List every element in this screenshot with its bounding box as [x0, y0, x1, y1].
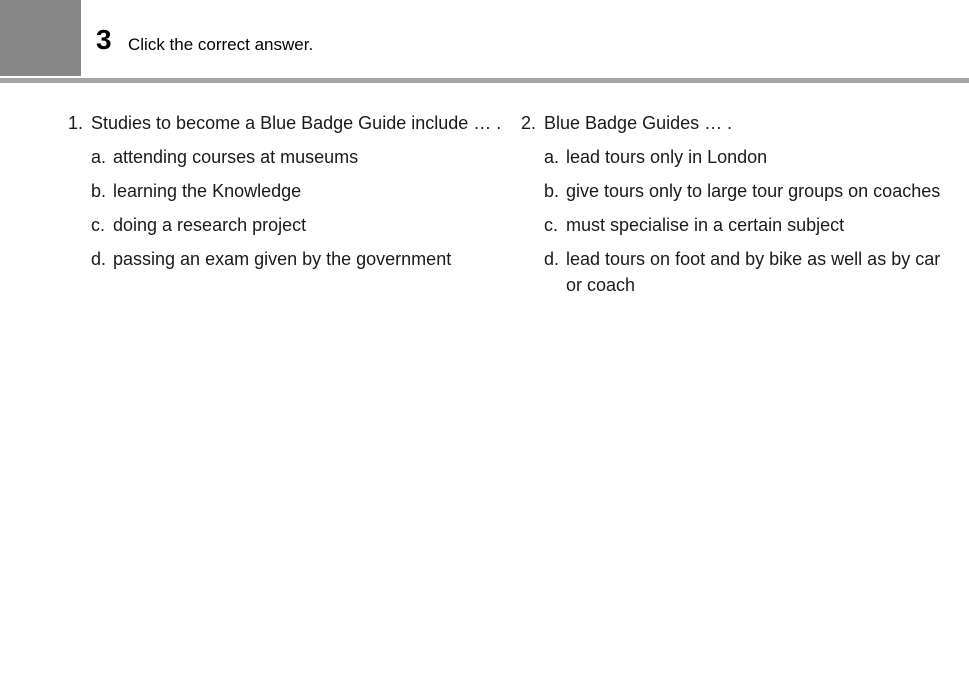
header-divider	[0, 78, 969, 83]
exercise-number: 3	[96, 24, 112, 55]
option-letter: a.	[544, 147, 560, 167]
option-text[interactable]: attending courses at museums	[113, 147, 359, 167]
option-text[interactable]: must specialise in a certain subject	[566, 215, 845, 235]
question-number: 2.	[521, 113, 537, 133]
question-text: Blue Badge Guides … .	[544, 113, 733, 133]
question-2-options	[521, 144, 951, 298]
option-text[interactable]: give tours only to large tour groups on coaches	[566, 181, 941, 201]
question-number: 1.	[68, 113, 84, 133]
option-letter: a.	[91, 147, 107, 167]
option-letter: b.	[544, 181, 560, 201]
question-1-stem	[68, 110, 508, 136]
question-2-option-d[interactable]	[544, 246, 951, 298]
option-letter: d.	[91, 249, 107, 269]
question-2-stem	[521, 110, 951, 136]
option-letter: c.	[91, 215, 106, 235]
header-gray-block	[0, 0, 81, 76]
question-text: Studies to become a Blue Badge Guide include … .	[91, 113, 502, 133]
question-1-options	[68, 144, 508, 272]
option-text[interactable]: lead tours only in London	[566, 147, 768, 167]
option-text[interactable]: lead tours on foot and by bike as well as by car or coach	[566, 249, 941, 295]
question-1-option-b[interactable]	[91, 178, 508, 204]
question-2-option-b[interactable]	[544, 178, 951, 204]
option-letter: b.	[91, 181, 107, 201]
option-text[interactable]: learning the Knowledge	[113, 181, 302, 201]
question-2	[521, 110, 951, 306]
question-1	[68, 110, 508, 280]
question-2-option-c[interactable]	[544, 212, 951, 238]
question-2-option-a[interactable]	[544, 144, 951, 170]
option-text[interactable]: doing a research project	[113, 215, 307, 235]
exercise-instruction: Click the correct answer.	[128, 35, 314, 54]
option-text[interactable]: passing an exam given by the government	[113, 249, 452, 269]
question-1-option-c[interactable]	[91, 212, 508, 238]
option-letter: c.	[544, 215, 559, 235]
question-1-option-a[interactable]	[91, 144, 508, 170]
option-letter: d.	[544, 249, 560, 269]
question-1-option-d[interactable]	[91, 246, 508, 272]
